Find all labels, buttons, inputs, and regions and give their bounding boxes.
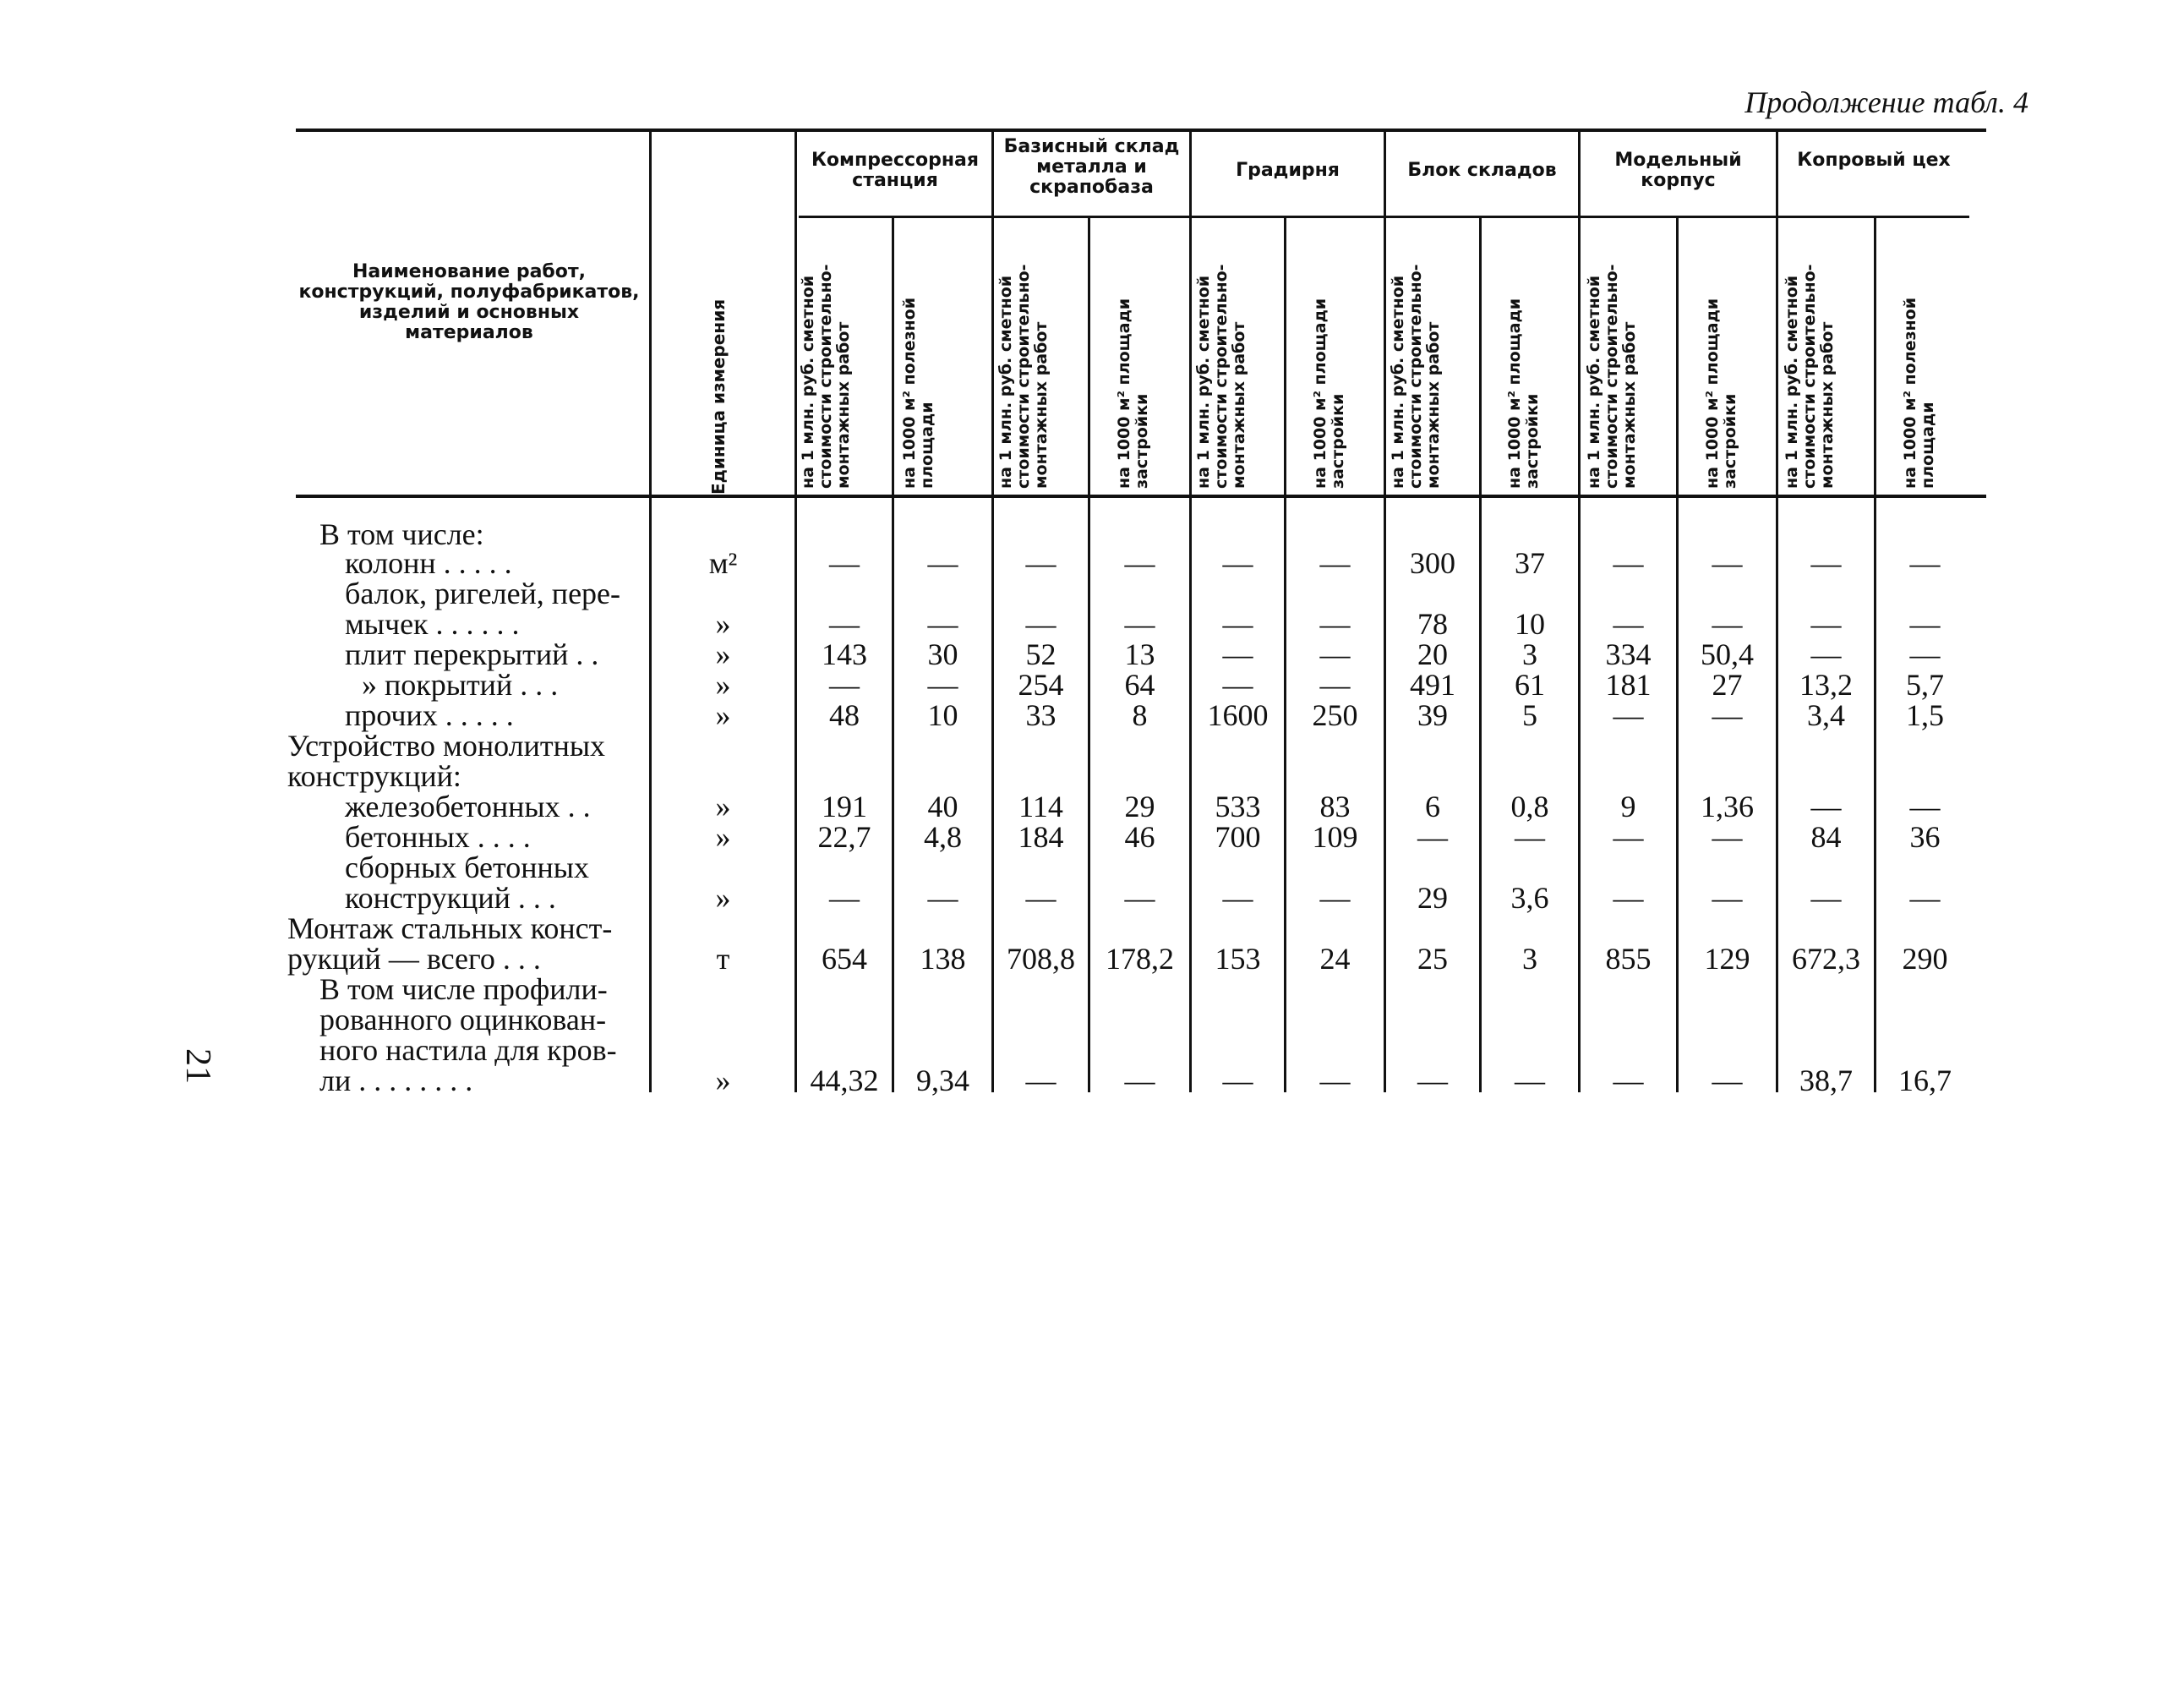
value-cell: — — [1124, 546, 1155, 580]
value-cell: 13 — [1124, 637, 1155, 671]
value-cell: 855 — [1605, 942, 1652, 976]
table-caption: Продолжение табл. 4 — [1744, 85, 2028, 119]
value-cell: 16,7 — [1898, 1064, 1952, 1097]
row-label: Устройство монолитных — [287, 729, 606, 763]
row-label: В том числе профили- — [319, 972, 608, 1006]
value-cell: 48 — [829, 698, 860, 732]
value-cell: — — [1515, 820, 1545, 854]
value-cell: — — [1222, 1064, 1253, 1097]
value-cell: — — [1810, 637, 1842, 671]
group-underline — [994, 216, 1189, 218]
value-cell: 29 — [1417, 881, 1448, 915]
row-label: балок, ригелей, пере- — [345, 577, 621, 610]
value-cell: 84 — [1810, 820, 1842, 854]
value-cell: 533 — [1215, 790, 1261, 823]
page-number: 21 — [178, 1048, 217, 1084]
value-cell: 24 — [1319, 942, 1351, 976]
value-cell: 83 — [1319, 790, 1351, 823]
value-cell: — — [1025, 1064, 1057, 1097]
subcol-header: на 1000 м² площади застройки — [1311, 298, 1347, 489]
value-cell: — — [927, 881, 958, 915]
subcol-header: на 1000 м² полезной площади — [1901, 297, 1937, 489]
row-label: колонн . . . . . — [345, 546, 512, 580]
value-cell: 27 — [1712, 668, 1743, 702]
value-cell: 250 — [1312, 698, 1358, 732]
value-cell: — — [1613, 607, 1644, 641]
unit-cell: » — [715, 881, 731, 915]
value-cell: 37 — [1515, 546, 1545, 580]
value-cell: 9,34 — [916, 1064, 969, 1097]
subcol-header: на 1 млн. руб. сметной стоимости строительно-монтажных работ — [1585, 264, 1639, 489]
value-cell: 334 — [1605, 637, 1652, 671]
group-header-storage-block: Блок складов — [1407, 160, 1557, 181]
value-cell: — — [1124, 607, 1155, 641]
value-cell: 129 — [1704, 942, 1750, 976]
value-cell: — — [1025, 546, 1057, 580]
value-cell: 9 — [1620, 790, 1636, 823]
value-cell: 109 — [1312, 820, 1358, 854]
value-cell: — — [829, 881, 860, 915]
value-cell: 3,4 — [1807, 698, 1845, 732]
value-cell: — — [1712, 698, 1743, 732]
value-cell: — — [1613, 546, 1644, 580]
value-cell: 25 — [1417, 942, 1448, 976]
value-cell: 290 — [1902, 942, 1948, 976]
value-cell: 39 — [1417, 698, 1448, 732]
value-cell: — — [1025, 881, 1057, 915]
group-header-cooling-tower: Градирня — [1236, 160, 1340, 181]
subcol-header: на 1 млн. руб. сметной стоимости строительно-монтажных работ — [799, 264, 853, 489]
value-cell: 30 — [927, 637, 958, 671]
value-cell: 1,5 — [1906, 698, 1944, 732]
value-cell: — — [1909, 637, 1941, 671]
subcol-header: на 1000 м² полезной площади — [900, 297, 936, 489]
value-cell: 191 — [822, 790, 867, 823]
value-cell: 64 — [1124, 668, 1155, 702]
value-cell: — — [1417, 820, 1448, 854]
value-cell: 22,7 — [817, 820, 871, 854]
value-cell: — — [1810, 607, 1842, 641]
value-cell: — — [1613, 820, 1644, 854]
row-label: сборных бетонных — [345, 850, 589, 884]
subcol-header: на 1 млн. руб. сметной стоимости строительно-монтажных работ — [996, 264, 1051, 489]
subcol-header: на 1000 м² площади застройки — [1703, 298, 1739, 489]
value-cell: 38,7 — [1799, 1064, 1853, 1097]
row-label: Монтаж стальных конст- — [287, 911, 613, 945]
value-cell: 78 — [1417, 607, 1448, 641]
row-label: В том числе: — [319, 517, 484, 551]
value-cell: 8 — [1132, 698, 1148, 732]
value-cell: — — [1613, 881, 1644, 915]
group-underline — [1192, 216, 1384, 218]
value-cell: — — [1222, 607, 1253, 641]
value-cell: 6 — [1425, 790, 1440, 823]
value-cell: 20 — [1417, 637, 1448, 671]
group-header-pile-shop: Копровый цех — [1797, 150, 1951, 171]
value-cell: — — [1810, 790, 1842, 823]
value-cell: — — [1712, 546, 1743, 580]
value-cell: — — [1222, 546, 1253, 580]
value-cell: — — [927, 607, 958, 641]
value-cell: — — [1613, 1064, 1644, 1097]
value-cell: 708,8 — [1007, 942, 1075, 976]
value-cell: 700 — [1215, 820, 1261, 854]
value-cell: — — [1515, 1064, 1545, 1097]
group-underline — [1386, 216, 1578, 218]
value-cell: — — [829, 607, 860, 641]
unit-column-header: Единица измерения — [708, 298, 729, 495]
value-cell: — — [1712, 607, 1743, 641]
subcol-header: на 1000 м² площади застройки — [1505, 298, 1542, 489]
value-cell: 672,3 — [1792, 942, 1860, 976]
unit-cell: » — [715, 790, 731, 823]
value-cell: — — [1319, 881, 1351, 915]
value-cell: 40 — [927, 790, 958, 823]
row-label: конструкций . . . — [345, 881, 556, 915]
value-cell: — — [1909, 790, 1941, 823]
value-cell: 46 — [1124, 820, 1155, 854]
subcol-header: на 1 млн. руб. сметной стоимости строительно-монтажных работ — [1194, 264, 1248, 489]
row-label: ного настила для кров- — [319, 1033, 617, 1067]
value-cell: — — [1712, 1064, 1743, 1097]
value-cell: 36 — [1909, 820, 1941, 854]
row-label: прочих . . . . . — [345, 698, 514, 732]
subcol-header: на 1000 м² площади застройки — [1115, 298, 1151, 489]
value-cell: — — [1222, 668, 1253, 702]
unit-cell: т — [716, 942, 730, 976]
value-cell: — — [1319, 607, 1351, 641]
value-cell: — — [1909, 546, 1941, 580]
header-rule — [296, 495, 1986, 498]
group-underline — [799, 216, 991, 218]
value-cell: — — [829, 668, 860, 702]
value-cell: 3 — [1522, 942, 1537, 976]
value-cell: — — [927, 546, 958, 580]
value-cell: 181 — [1605, 668, 1652, 702]
value-cell: 1,36 — [1701, 790, 1754, 823]
value-cell: — — [1810, 546, 1842, 580]
unit-cell: » — [715, 698, 731, 732]
row-label: плит перекрытий . . — [345, 637, 599, 671]
row-label: конструкций: — [287, 759, 461, 793]
value-cell: 29 — [1124, 790, 1155, 823]
group-header-warehouse: Базисный склад металла и скрапобаза — [1003, 136, 1180, 198]
value-cell: 3 — [1522, 637, 1537, 671]
value-cell: — — [1319, 637, 1351, 671]
value-cell: — — [1222, 881, 1253, 915]
value-cell: 61 — [1515, 668, 1545, 702]
unit-cell: » — [715, 668, 731, 702]
subcol-header: на 1 млн. руб. сметной стоимости строительно-монтажных работ — [1783, 264, 1837, 489]
row-label: рованного оцинкован- — [319, 1003, 607, 1036]
value-cell: — — [1417, 1064, 1448, 1097]
value-cell: — — [1319, 668, 1351, 702]
unit-cell: » — [715, 820, 731, 854]
value-cell: — — [1712, 820, 1743, 854]
row-label: бетонных . . . . — [345, 820, 531, 854]
value-cell: — — [829, 546, 860, 580]
unit-cell: » — [715, 1064, 731, 1097]
value-cell: — — [1613, 698, 1644, 732]
value-cell: 52 — [1025, 637, 1057, 671]
value-cell: 4,8 — [924, 820, 962, 854]
value-cell: 3,6 — [1510, 881, 1549, 915]
value-cell: 300 — [1410, 546, 1455, 580]
value-cell: 178,2 — [1106, 942, 1174, 976]
top-rule — [296, 129, 1986, 132]
value-cell: — — [1909, 607, 1941, 641]
value-cell: — — [1124, 881, 1155, 915]
value-cell: 654 — [822, 942, 867, 976]
group-header-compressor: Компрессорная станция — [811, 150, 980, 191]
value-cell: 33 — [1025, 698, 1057, 732]
value-cell: 13,2 — [1799, 668, 1853, 702]
value-cell: 0,8 — [1510, 790, 1549, 823]
value-cell: — — [927, 668, 958, 702]
row-label: » покрытий . . . — [362, 668, 559, 702]
value-cell: 10 — [927, 698, 958, 732]
value-cell: — — [1319, 1064, 1351, 1097]
value-cell: — — [1712, 881, 1743, 915]
value-cell: 1600 — [1207, 698, 1269, 732]
value-cell: 5 — [1522, 698, 1537, 732]
value-cell: — — [1025, 607, 1057, 641]
unit-cell: » — [715, 607, 731, 641]
unit-cell: » — [715, 637, 731, 671]
value-cell: 143 — [822, 637, 867, 671]
group-header-model-building: Модельный корпус — [1614, 150, 1742, 191]
subcol-header: на 1 млн. руб. сметной стоимости строительно-монтажных работ — [1389, 264, 1443, 489]
value-cell: — — [1124, 1064, 1155, 1097]
row-label: железобетонных . . — [345, 790, 591, 823]
value-cell: 10 — [1515, 607, 1545, 641]
value-cell: — — [1810, 881, 1842, 915]
row-label: рукций — всего . . . — [287, 942, 541, 976]
unit-cell: м² — [708, 546, 738, 580]
name-column-header: Наименование работ, конструкций, полуфабрикатов, изделий и основных материалов — [298, 261, 640, 343]
value-cell: 138 — [920, 942, 966, 976]
value-cell: 114 — [1018, 790, 1063, 823]
value-cell: 44,32 — [810, 1064, 879, 1097]
value-cell: 254 — [1018, 668, 1064, 702]
row-label: ли . . . . . . . . — [319, 1064, 473, 1097]
value-cell: — — [1319, 546, 1351, 580]
value-cell: 50,4 — [1701, 637, 1754, 671]
value-cell: — — [1909, 881, 1941, 915]
value-cell: 491 — [1410, 668, 1455, 702]
row-label: мычек . . . . . . — [345, 607, 520, 641]
value-cell: 153 — [1215, 942, 1261, 976]
value-cell: 184 — [1018, 820, 1064, 854]
value-cell: — — [1222, 637, 1253, 671]
value-cell: 5,7 — [1906, 668, 1944, 702]
